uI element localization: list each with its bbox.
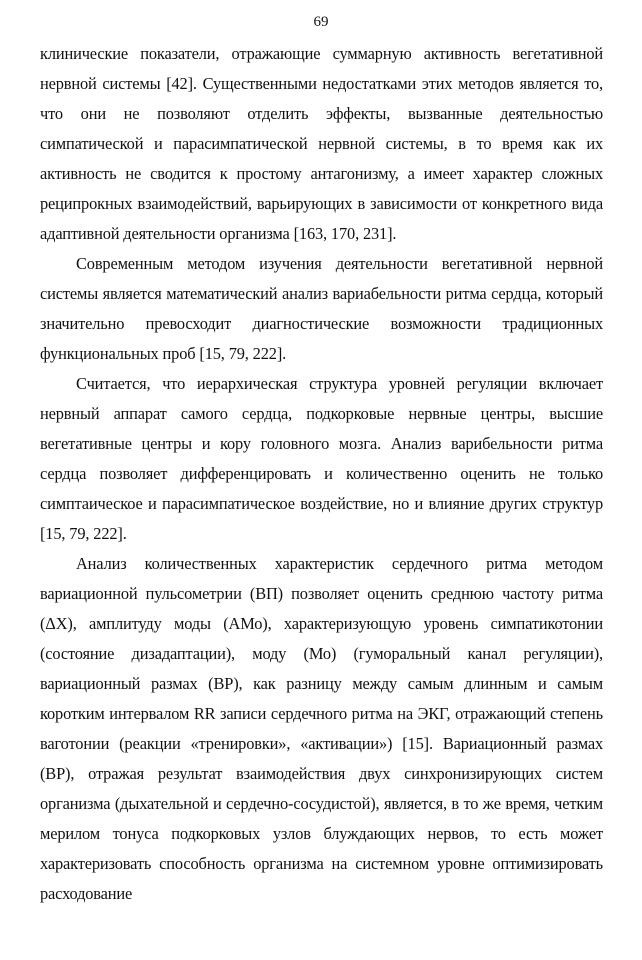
paragraph-hierarchy: Считается, что иерархическая структура уровней регуляции включает нервный аппарат самого сердца, подкорковые нервные центры, высшие вегетативные центры и кору головного мозга. Анализ варибельности ритма сердца позволяет дифференцировать и количественно оценить не только симптаическое и парасимпатическое воздействие, но и влияние других структур [15, 79, 222].: [40, 374, 603, 543]
paragraph-continuation: клинические показатели, отражающие суммарную активность вегетативной нервной системы [42]. Существенными недостатками этих методов является то, что они не позволяют отделить эффекты, вызванные деятельностью симпатической и парасимпатической нервной системы, в то время как их активность не сводится к простому антагонизму, а имеет характер сложных реципрокных взаимодействий, варьирующих в зависимости от конкретного вида адаптивной деятельности организма [163, 170, 231].: [40, 44, 603, 243]
body-text: [40, 39, 603, 909]
paragraph-pulsometry: Анализ количественных характеристик сердечного ритма методом вариационной пульсометрии (ВП) позволяет оценить среднюю частоту ритма (ΔX), амплитуду моды (АМо), характеризующую уровень симпатикотонии (состояние дизадаптации), моду (Мо) (гуморальный канал регуляции), вариационный размах (ВР), как разницу между самым длинным и самым коротким интервалом RR записи сердечного ритма на ЭКГ, отражающий степень ваготонии (реакции «тренировки», «активации») [15]. Вариационный размах (ВР), отражая результат взаимодействия двух синхронизирующих систем организма (дыхательной и сердечно-сосудистой), является, в то же время, четким мерилом тонуса подкорковых узлов блуждающих нервов, то есть может характеризовать способность организма на системном уровне оптимизировать расходование: [40, 554, 603, 903]
paragraph-modern-method: Современным методом изучения деятельности вегетативной нервной системы является математический анализ вариабельности ритма сердца, который значительно превосходит диагностические возможности традиционных функциональных проб [15, 79, 222].: [40, 254, 603, 363]
page-number: 69: [313, 14, 329, 30]
